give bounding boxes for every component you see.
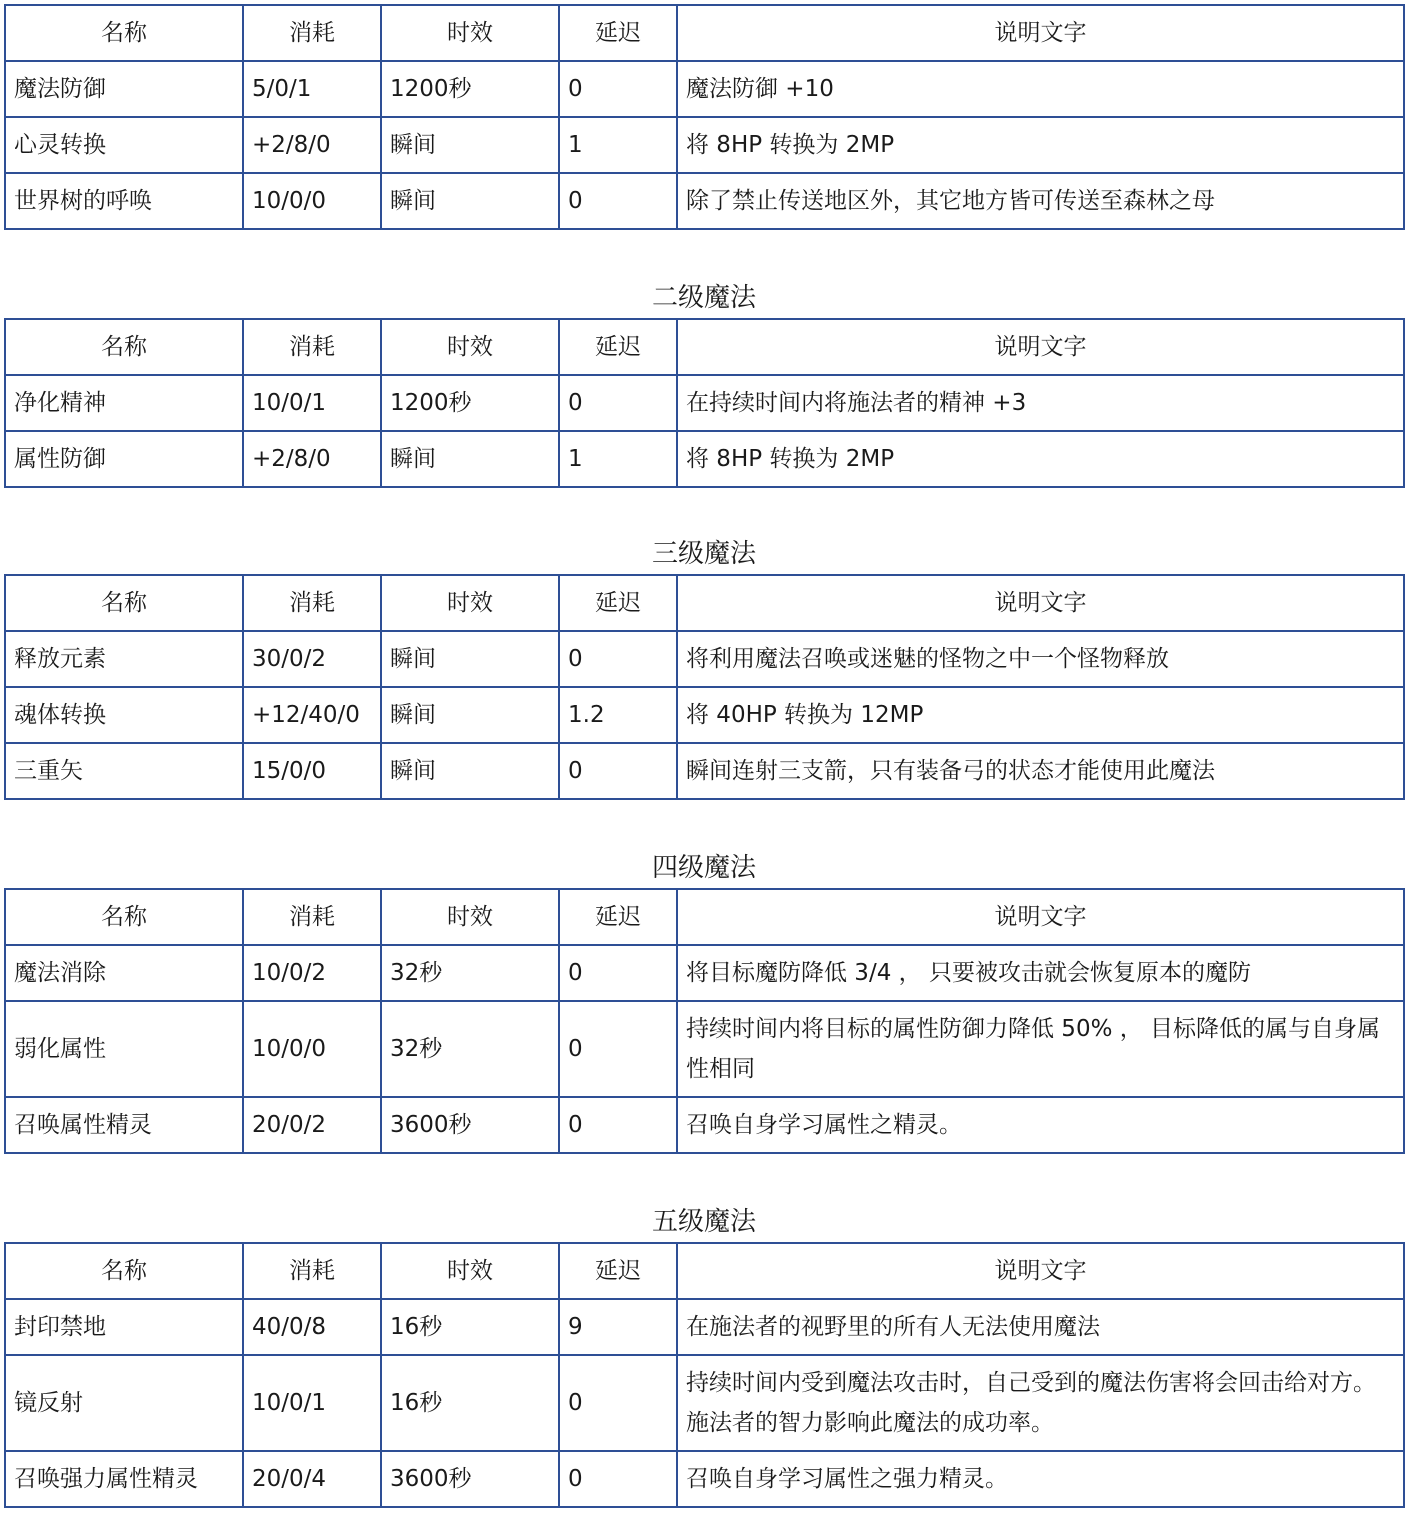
col-delay-header: 延迟 (559, 1243, 677, 1299)
cell-delay: 0 (559, 743, 677, 799)
cell-duration: 1200秒 (381, 375, 559, 431)
cell-cost: 10/0/0 (243, 1001, 381, 1097)
cell-delay: 0 (559, 945, 677, 1001)
cell-delay: 0 (559, 375, 677, 431)
cell-duration: 32秒 (381, 945, 559, 1001)
cell-description: 持续时间内将目标的属性防御力降低 50% ， 目标降低的属与自身属性相同 (677, 1001, 1404, 1097)
cell-description: 将 8HP 转换为 2MP (677, 431, 1404, 487)
table-row (5, 1355, 1404, 1451)
col-delay-header: 延迟 (559, 575, 677, 631)
table-row (5, 1001, 1404, 1097)
col-duration-header: 时效 (381, 319, 559, 375)
cell-description: 召唤自身学习属性之强力精灵。 (677, 1451, 1404, 1507)
cell-description: 魔法防御 +10 (677, 61, 1404, 117)
table-row (5, 375, 1404, 431)
cell-name: 释放元素 (5, 631, 243, 687)
magic-table-level-5 (4, 1242, 1403, 1508)
col-duration-header: 时效 (381, 5, 559, 61)
col-cost-header: 消耗 (243, 889, 381, 945)
col-description-header: 说明文字 (677, 889, 1404, 945)
cell-name: 弱化属性 (5, 1001, 243, 1097)
col-delay-header: 延迟 (559, 319, 677, 375)
cell-duration: 32秒 (381, 1001, 559, 1097)
cell-name: 魂体转换 (5, 687, 243, 743)
cell-duration: 16秒 (381, 1299, 559, 1355)
col-name-header: 名称 (5, 5, 243, 61)
magic-table-level-2 (4, 318, 1403, 488)
cell-name: 属性防御 (5, 431, 243, 487)
magic-table-level-1 (4, 4, 1403, 230)
cell-name: 净化精神 (5, 375, 243, 431)
table-row (5, 173, 1404, 229)
cell-delay: 1 (559, 117, 677, 173)
cell-name: 镜反射 (5, 1355, 243, 1451)
col-cost-header: 消耗 (243, 575, 381, 631)
cell-name: 世界树的呼唤 (5, 173, 243, 229)
cell-duration: 3600秒 (381, 1097, 559, 1153)
col-delay-header: 延迟 (559, 889, 677, 945)
cell-name: 心灵转换 (5, 117, 243, 173)
magic-table-level-4 (4, 888, 1403, 1154)
col-name-header: 名称 (5, 889, 243, 945)
cell-cost: 5/0/1 (243, 61, 381, 117)
section-title-level-3: 三级魔法 (651, 539, 756, 569)
col-name-header: 名称 (5, 319, 243, 375)
cell-delay: 0 (559, 61, 677, 117)
cell-delay: 1 (559, 431, 677, 487)
cell-cost: 10/0/1 (243, 375, 381, 431)
cell-duration: 瞬间 (381, 631, 559, 687)
cell-delay: 0 (559, 1355, 677, 1451)
cell-name: 封印禁地 (5, 1299, 243, 1355)
cell-cost: 20/0/2 (243, 1097, 381, 1153)
cell-description: 将 40HP 转换为 12MP (677, 687, 1404, 743)
cell-name: 魔法防御 (5, 61, 243, 117)
cell-cost: 10/0/1 (243, 1355, 381, 1451)
table-row (5, 687, 1404, 743)
cell-name: 三重矢 (5, 743, 243, 799)
col-description-header: 说明文字 (677, 5, 1404, 61)
table-header-row (5, 5, 1404, 61)
cell-cost: 10/0/0 (243, 173, 381, 229)
cell-duration: 瞬间 (381, 173, 559, 229)
table-row (5, 1451, 1404, 1507)
cell-duration: 瞬间 (381, 117, 559, 173)
cell-delay: 0 (559, 173, 677, 229)
cell-description: 在施法者的视野里的所有人无法使用魔法 (677, 1299, 1404, 1355)
cell-duration: 瞬间 (381, 743, 559, 799)
table-row (5, 1299, 1404, 1355)
cell-description: 持续时间内受到魔法攻击时，自己受到的魔法伤害将会回击给对方。施法者的智力影响此魔法的成功率。 (677, 1355, 1404, 1451)
col-duration-header: 时效 (381, 889, 559, 945)
col-cost-header: 消耗 (243, 1243, 381, 1299)
cell-cost: +2/8/0 (243, 117, 381, 173)
table-row (5, 743, 1404, 799)
table-row (5, 631, 1404, 687)
col-description-header: 说明文字 (677, 319, 1404, 375)
cell-delay: 0 (559, 631, 677, 687)
section-title-level-5: 五级魔法 (651, 1207, 756, 1237)
table-header-row (5, 1243, 1404, 1299)
cell-name: 召唤属性精灵 (5, 1097, 243, 1153)
cell-delay: 9 (559, 1299, 677, 1355)
cell-delay: 1.2 (559, 687, 677, 743)
cell-description: 除了禁止传送地区外，其它地方皆可传送至森林之母 (677, 173, 1404, 229)
cell-cost: 15/0/0 (243, 743, 381, 799)
cell-description: 召唤自身学习属性之精灵。 (677, 1097, 1404, 1153)
table-row (5, 61, 1404, 117)
cell-description: 在持续时间内将施法者的精神 +3 (677, 375, 1404, 431)
table-row (5, 117, 1404, 173)
cell-description: 将目标魔防降低 3/4 ， 只要被攻击就会恢复原本的魔防 (677, 945, 1404, 1001)
cell-duration: 16秒 (381, 1355, 559, 1451)
cell-cost: 20/0/4 (243, 1451, 381, 1507)
cell-cost: +2/8/0 (243, 431, 381, 487)
cell-cost: 30/0/2 (243, 631, 381, 687)
magic-table-level-3 (4, 574, 1403, 800)
cell-name: 召唤强力属性精灵 (5, 1451, 243, 1507)
section-title-level-4: 四级魔法 (651, 853, 756, 883)
col-cost-header: 消耗 (243, 319, 381, 375)
col-delay-header: 延迟 (559, 5, 677, 61)
col-duration-header: 时效 (381, 1243, 559, 1299)
col-description-header: 说明文字 (677, 575, 1404, 631)
cell-cost: 40/0/8 (243, 1299, 381, 1355)
section-title-level-2: 二级魔法 (651, 283, 756, 313)
table-row (5, 1097, 1404, 1153)
table-header-row (5, 575, 1404, 631)
table-header-row (5, 319, 1404, 375)
cell-description: 瞬间连射三支箭，只有装备弓的状态才能使用此魔法 (677, 743, 1404, 799)
col-name-header: 名称 (5, 1243, 243, 1299)
cell-description: 将 8HP 转换为 2MP (677, 117, 1404, 173)
cell-delay: 0 (559, 1097, 677, 1153)
col-cost-header: 消耗 (243, 5, 381, 61)
table-header-row (5, 889, 1404, 945)
table-row (5, 945, 1404, 1001)
cell-duration: 3600秒 (381, 1451, 559, 1507)
cell-name: 魔法消除 (5, 945, 243, 1001)
col-description-header: 说明文字 (677, 1243, 1404, 1299)
cell-delay: 0 (559, 1451, 677, 1507)
cell-duration: 瞬间 (381, 687, 559, 743)
table-row (5, 431, 1404, 487)
cell-cost: 10/0/2 (243, 945, 381, 1001)
col-name-header: 名称 (5, 575, 243, 631)
cell-duration: 瞬间 (381, 431, 559, 487)
cell-delay: 0 (559, 1001, 677, 1097)
cell-cost: +12/40/0 (243, 687, 381, 743)
cell-description: 将利用魔法召唤或迷魅的怪物之中一个怪物释放 (677, 631, 1404, 687)
col-duration-header: 时效 (381, 575, 559, 631)
cell-duration: 1200秒 (381, 61, 559, 117)
